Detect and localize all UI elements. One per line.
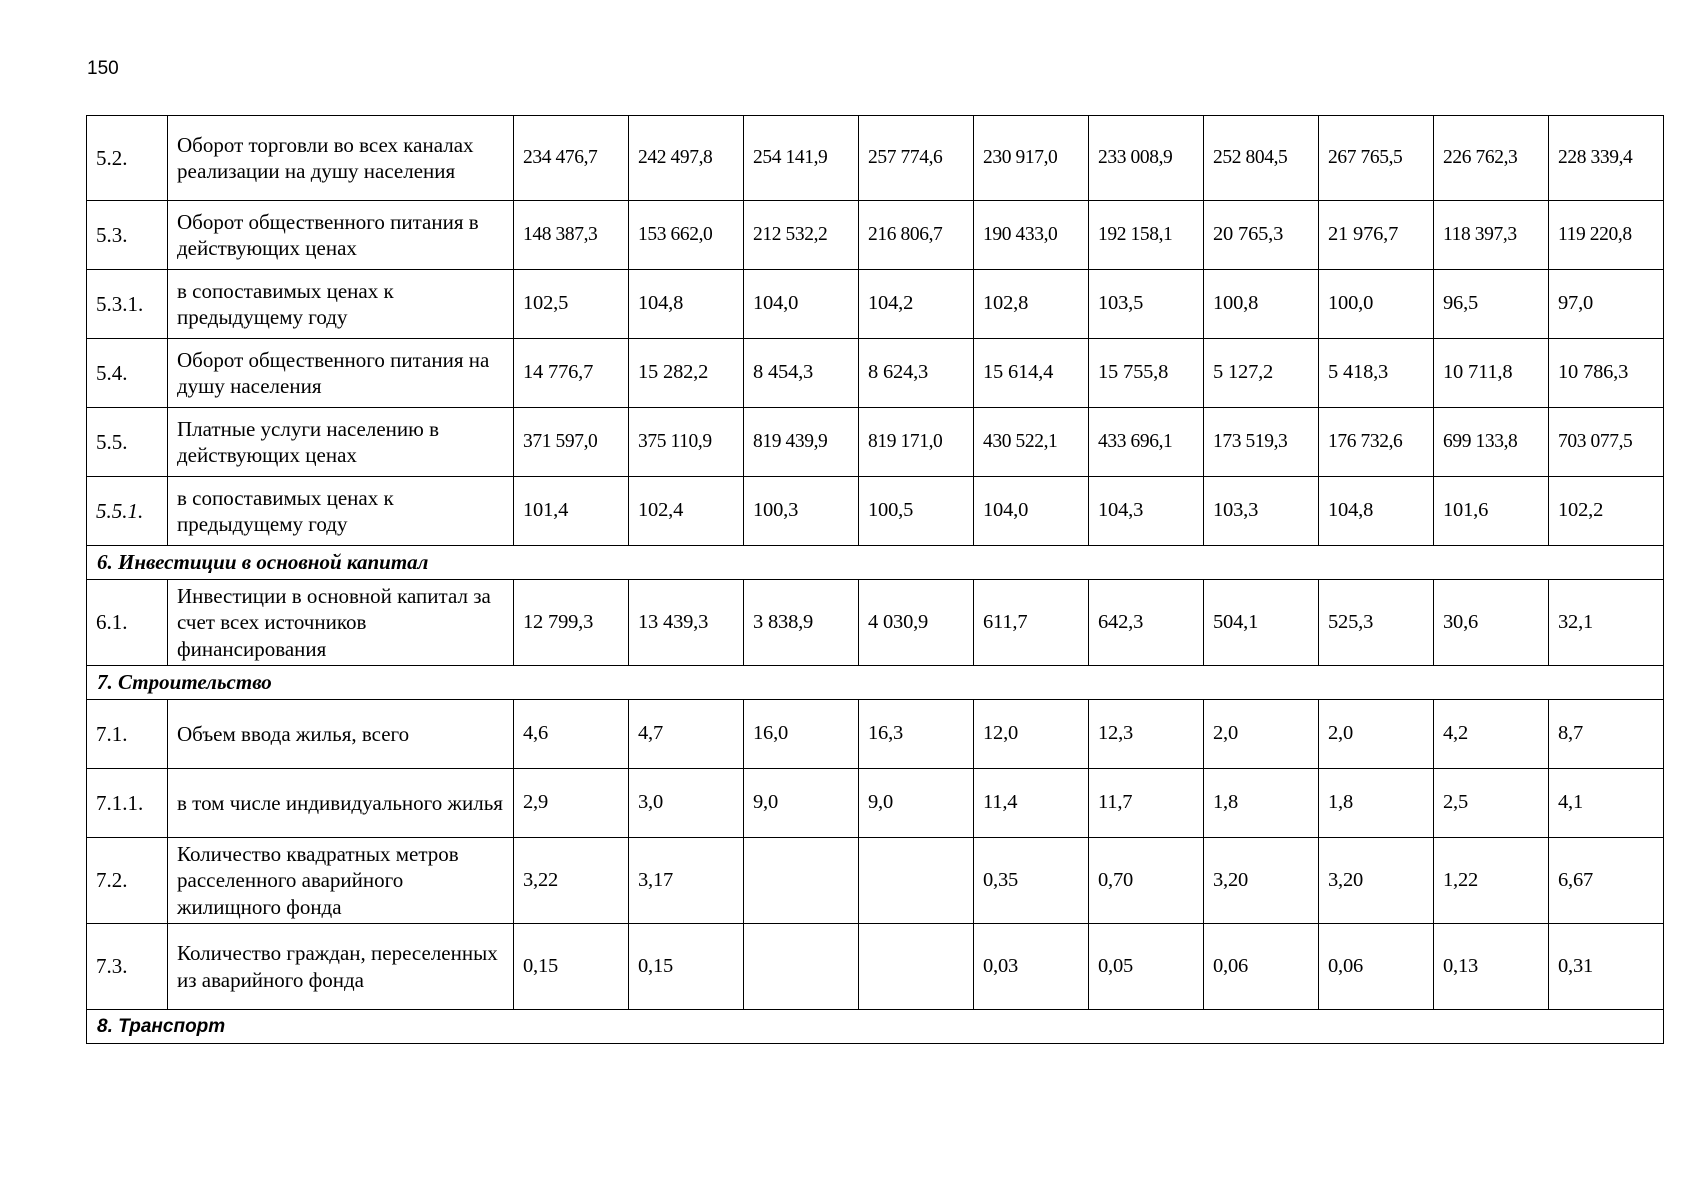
cell: 234 476,7 xyxy=(514,116,629,201)
cell: 430 522,1 xyxy=(974,408,1089,477)
cell: 2,5 xyxy=(1434,769,1549,838)
cell: 102,4 xyxy=(629,477,744,546)
page-number: 150 xyxy=(87,58,119,79)
row-label: Оборот общественного питания на душу населения xyxy=(168,339,514,408)
row-code: 5.5.1. xyxy=(87,477,168,546)
row-code: 5.3. xyxy=(87,201,168,270)
cell: 101,4 xyxy=(514,477,629,546)
cell: 4,1 xyxy=(1549,769,1664,838)
cell: 0,13 xyxy=(1434,924,1549,1010)
table-row xyxy=(87,580,1664,666)
cell: 11,7 xyxy=(1089,769,1204,838)
row-label: в сопоставимых ценах к предыдущему году xyxy=(168,477,514,546)
cell: 1,22 xyxy=(1434,838,1549,924)
cell: 371 597,0 xyxy=(514,408,629,477)
row-label: в том числе индивидуального жилья xyxy=(168,769,514,838)
section-header-row xyxy=(87,666,1664,700)
cell: 100,8 xyxy=(1204,270,1319,339)
cell: 12 799,3 xyxy=(514,580,629,666)
cell: 8 624,3 xyxy=(859,339,974,408)
cell: 254 141,9 xyxy=(744,116,859,201)
row-code: 5.2. xyxy=(87,116,168,201)
cell: 102,8 xyxy=(974,270,1089,339)
cell: 611,7 xyxy=(974,580,1089,666)
row-code: 7.3. xyxy=(87,924,168,1010)
cell: 4,7 xyxy=(629,700,744,769)
cell: 6,67 xyxy=(1549,838,1664,924)
cell: 0,70 xyxy=(1089,838,1204,924)
table-row xyxy=(87,924,1664,1010)
cell: 703 077,5 xyxy=(1549,408,1664,477)
cell: 10 711,8 xyxy=(1434,339,1549,408)
cell: 104,8 xyxy=(1319,477,1434,546)
table-row xyxy=(87,201,1664,270)
cell: 0,15 xyxy=(514,924,629,1010)
cell: 3,17 xyxy=(629,838,744,924)
cell xyxy=(744,924,859,1010)
table-row xyxy=(87,700,1664,769)
cell: 3,0 xyxy=(629,769,744,838)
cell: 21 976,7 xyxy=(1319,201,1434,270)
cell: 118 397,3 xyxy=(1434,201,1549,270)
cell xyxy=(744,838,859,924)
cell: 16,0 xyxy=(744,700,859,769)
cell xyxy=(859,838,974,924)
cell: 3 838,9 xyxy=(744,580,859,666)
row-code: 7.2. xyxy=(87,838,168,924)
cell: 2,9 xyxy=(514,769,629,838)
cell: 20 765,3 xyxy=(1204,201,1319,270)
row-label: Количество квадратных метров расселенного аварийного жилищного фонда xyxy=(168,838,514,924)
cell: 242 497,8 xyxy=(629,116,744,201)
cell: 192 158,1 xyxy=(1089,201,1204,270)
cell: 14 776,7 xyxy=(514,339,629,408)
cell xyxy=(859,924,974,1010)
cell: 100,0 xyxy=(1319,270,1434,339)
cell: 252 804,5 xyxy=(1204,116,1319,201)
cell: 103,5 xyxy=(1089,270,1204,339)
table-row xyxy=(87,477,1664,546)
cell: 102,5 xyxy=(514,270,629,339)
cell: 699 133,8 xyxy=(1434,408,1549,477)
cell: 13 439,3 xyxy=(629,580,744,666)
table-row xyxy=(87,116,1664,201)
cell: 0,31 xyxy=(1549,924,1664,1010)
row-label: Количество граждан, переселенных из аварийного фонда xyxy=(168,924,514,1010)
row-label: Платные услуги населению в действующих ценах xyxy=(168,408,514,477)
cell: 15 282,2 xyxy=(629,339,744,408)
cell: 267 765,5 xyxy=(1319,116,1434,201)
cell: 0,03 xyxy=(974,924,1089,1010)
cell: 10 786,3 xyxy=(1549,339,1664,408)
statistics-table xyxy=(86,115,1664,1044)
cell: 11,4 xyxy=(974,769,1089,838)
cell: 96,5 xyxy=(1434,270,1549,339)
section-title: 8. Транспорт xyxy=(87,1010,1664,1044)
cell: 525,3 xyxy=(1319,580,1434,666)
cell: 4 030,9 xyxy=(859,580,974,666)
cell: 5 127,2 xyxy=(1204,339,1319,408)
row-code: 7.1. xyxy=(87,700,168,769)
cell: 212 532,2 xyxy=(744,201,859,270)
cell: 104,0 xyxy=(744,270,859,339)
cell: 504,1 xyxy=(1204,580,1319,666)
cell: 104,0 xyxy=(974,477,1089,546)
cell: 4,6 xyxy=(514,700,629,769)
cell: 0,15 xyxy=(629,924,744,1010)
cell: 8,7 xyxy=(1549,700,1664,769)
cell: 3,20 xyxy=(1319,838,1434,924)
cell: 148 387,3 xyxy=(514,201,629,270)
table-row xyxy=(87,769,1664,838)
section-title: 7. Строительство xyxy=(87,666,1664,700)
cell: 100,3 xyxy=(744,477,859,546)
row-code: 7.1.1. xyxy=(87,769,168,838)
cell: 101,6 xyxy=(1434,477,1549,546)
cell: 8 454,3 xyxy=(744,339,859,408)
cell: 100,5 xyxy=(859,477,974,546)
cell: 102,2 xyxy=(1549,477,1664,546)
cell: 3,20 xyxy=(1204,838,1319,924)
cell: 3,22 xyxy=(514,838,629,924)
cell: 642,3 xyxy=(1089,580,1204,666)
row-code: 5.3.1. xyxy=(87,270,168,339)
table-row xyxy=(87,270,1664,339)
cell: 819 171,0 xyxy=(859,408,974,477)
cell: 97,0 xyxy=(1549,270,1664,339)
cell: 230 917,0 xyxy=(974,116,1089,201)
row-code: 5.4. xyxy=(87,339,168,408)
cell: 0,06 xyxy=(1319,924,1434,1010)
row-label: Оборот торговли во всех каналах реализации на душу населения xyxy=(168,116,514,201)
cell: 228 339,4 xyxy=(1549,116,1664,201)
cell: 104,8 xyxy=(629,270,744,339)
section-header-row xyxy=(87,546,1664,580)
table-row xyxy=(87,408,1664,477)
cell: 103,3 xyxy=(1204,477,1319,546)
cell: 9,0 xyxy=(744,769,859,838)
cell: 0,35 xyxy=(974,838,1089,924)
cell: 4,2 xyxy=(1434,700,1549,769)
cell: 0,06 xyxy=(1204,924,1319,1010)
cell: 190 433,0 xyxy=(974,201,1089,270)
cell: 16,3 xyxy=(859,700,974,769)
cell: 0,05 xyxy=(1089,924,1204,1010)
cell: 12,3 xyxy=(1089,700,1204,769)
cell: 30,6 xyxy=(1434,580,1549,666)
cell: 12,0 xyxy=(974,700,1089,769)
section-title: 6. Инвестиции в основной капитал xyxy=(87,546,1664,580)
table-row xyxy=(87,838,1664,924)
cell: 104,3 xyxy=(1089,477,1204,546)
section-header-row xyxy=(87,1010,1664,1044)
cell: 2,0 xyxy=(1319,700,1434,769)
row-label: Инвестиции в основной капитал за счет всех источников финансирования xyxy=(168,580,514,666)
cell: 119 220,8 xyxy=(1549,201,1664,270)
cell: 375 110,9 xyxy=(629,408,744,477)
cell: 819 439,9 xyxy=(744,408,859,477)
row-code: 5.5. xyxy=(87,408,168,477)
cell: 433 696,1 xyxy=(1089,408,1204,477)
row-label: Оборот общественного питания в действующих ценах xyxy=(168,201,514,270)
cell: 32,1 xyxy=(1549,580,1664,666)
cell: 173 519,3 xyxy=(1204,408,1319,477)
table-row xyxy=(87,339,1664,408)
row-label: в сопоставимых ценах к предыдущему году xyxy=(168,270,514,339)
cell: 15 755,8 xyxy=(1089,339,1204,408)
cell: 5 418,3 xyxy=(1319,339,1434,408)
cell: 9,0 xyxy=(859,769,974,838)
cell: 233 008,9 xyxy=(1089,116,1204,201)
cell: 1,8 xyxy=(1319,769,1434,838)
cell: 2,0 xyxy=(1204,700,1319,769)
row-code: 6.1. xyxy=(87,580,168,666)
cell: 153 662,0 xyxy=(629,201,744,270)
cell: 257 774,6 xyxy=(859,116,974,201)
cell: 104,2 xyxy=(859,270,974,339)
cell: 216 806,7 xyxy=(859,201,974,270)
row-label: Объем ввода жилья, всего xyxy=(168,700,514,769)
cell: 176 732,6 xyxy=(1319,408,1434,477)
cell: 1,8 xyxy=(1204,769,1319,838)
cell: 15 614,4 xyxy=(974,339,1089,408)
cell: 226 762,3 xyxy=(1434,116,1549,201)
